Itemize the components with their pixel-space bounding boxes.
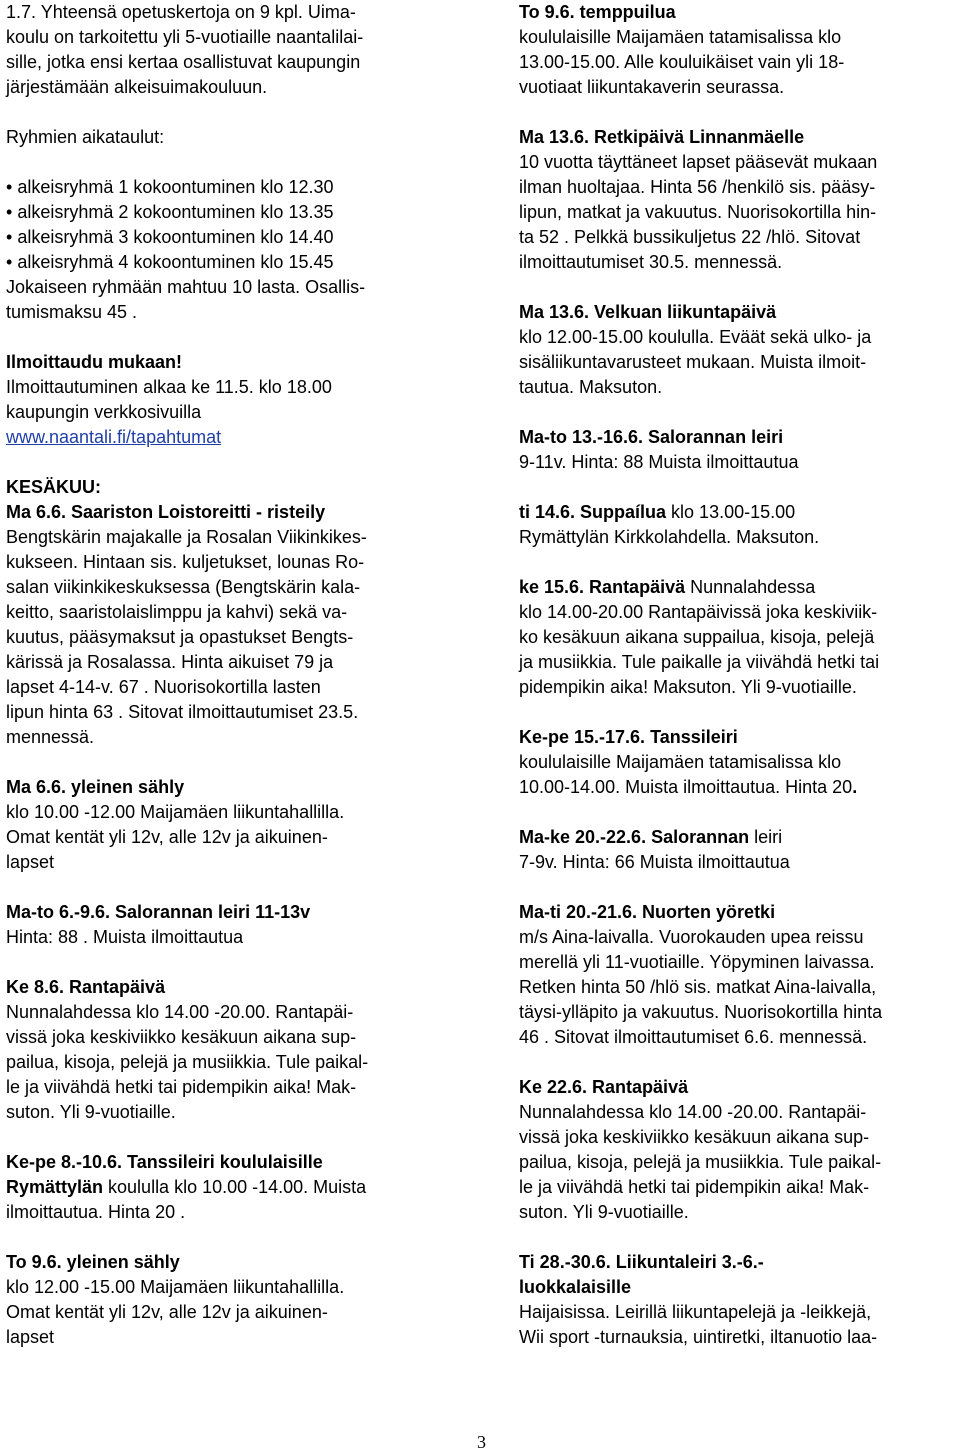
text-line: le ja viivähdä hetki tai pidempikin aika! Mak-	[6, 1077, 357, 1097]
event-title: Ma 6.6. yleinen sähly	[6, 777, 185, 797]
text-line: klo 13.00-15.00	[666, 502, 796, 522]
event-title: ke 15.6. Rantapäivä	[519, 577, 686, 597]
text-line: lipun hinta 63 . Sitovat ilmoittautumiset 23.5.	[6, 702, 359, 722]
text-line: vissä joka keskiviikko kesäkuun aikana sup-	[519, 1127, 870, 1147]
text-line: suton. Yli 9-vuotiaille.	[6, 1102, 176, 1122]
event-title: Ke-pe 8.-10.6. Tanssileiri koululaisille	[6, 1152, 323, 1172]
capacity-paragraph	[6, 275, 466, 325]
event-title: Ma-ke 20.-22.6. Salorannan	[519, 827, 750, 847]
event-title: To 9.6. temppuilua	[519, 2, 676, 22]
event-tanssileiri-rymattyla	[6, 1150, 466, 1225]
text-line: klo 12.00-15.00 koululla. Eväät sekä ulko- ja	[519, 327, 872, 347]
text-line: kukseen. Hintaan sis. kuljetukset, lounas Ro-	[6, 552, 365, 572]
text-line: koululaisille Maijamäen tatamisalissa klo	[519, 27, 842, 47]
text-line: lapset 4-14-v. 67 . Nuorisokortilla lasten	[6, 677, 321, 697]
text-line: Nunnalahdessa	[685, 577, 816, 597]
text-line: Nunnalahdessa klo 14.00 -20.00. Rantapäi-	[519, 1102, 867, 1122]
text-line: koululla klo 10.00 -14.00. Muista	[103, 1177, 367, 1197]
event-title: Ma-to 6.-9.6. Salorannan leiri 11-13v	[6, 902, 311, 922]
text-line: Bengtskärin majakalle ja Rosalan Viikinkikes-	[6, 527, 367, 547]
text-line: lapset	[6, 852, 55, 872]
text-line: Rymättylän Kirkkolahdella. Maksuton.	[519, 527, 820, 547]
text-line: järjestämään alkeisuimakouluun.	[6, 77, 268, 97]
text-line: Omat kentät yli 12v, alle 12v ja aikuinen-	[6, 827, 328, 847]
text-line: Ilmoittautuminen alkaa ke 11.5. klo 18.00	[6, 377, 332, 397]
text-line: kaupungin verkkosivuilla	[6, 402, 202, 422]
event-rantapaiva-22-6	[519, 1075, 959, 1225]
event-tanssileiri-maijamaki	[519, 725, 959, 800]
events-link[interactable]: www.naantali.fi/tapahtumat	[6, 427, 222, 447]
text-line: lapset	[6, 1327, 55, 1347]
schedule-heading-block	[6, 125, 466, 150]
text-line: ja musiikkia. Tule paikalle ja viivähdä hetki tai	[519, 652, 880, 672]
text-line: ilmoittautumiset 30.5. mennessä.	[519, 252, 783, 272]
page-number: 3	[477, 1432, 486, 1452]
text-line: le ja viivähdä hetki tai pidempikin aika! Mak-	[519, 1177, 870, 1197]
intro-paragraph	[6, 0, 466, 100]
event-nuorten-yoretki	[519, 900, 959, 1050]
event-sahly-to	[6, 1250, 466, 1350]
event-title: Saariston Loistoreitti - risteily	[66, 502, 326, 522]
event-liikuntaleiri	[519, 1250, 959, 1350]
month-heading: KESÄKUU:	[6, 477, 102, 497]
event-title: Ti 28.-30.6. Liikuntaleiri 3.-6.-	[519, 1252, 764, 1272]
group-item: • alkeisryhmä 2 kokoontuminen klo 13.35	[6, 200, 466, 225]
text-line: ilmoittautua. Hinta 20 .	[6, 1202, 186, 1222]
event-title: luokkalaisille	[519, 1277, 632, 1297]
text-line: 46 . Sitovat ilmoittautumiset 6.6. mennessä.	[519, 1027, 868, 1047]
event-sahly-ma	[6, 775, 466, 875]
text-line: suton. Yli 9-vuotiaille.	[519, 1202, 689, 1222]
left-column	[6, 0, 466, 1375]
event-salorannan-leiri-11-13	[6, 900, 466, 950]
text-line: klo 14.00-20.00 Rantapäivissä joka keskiviik-	[519, 602, 878, 622]
text-line: pailua, kisoja, pelejä ja musiikkia. Tule paikal-	[519, 1152, 882, 1172]
schedule-heading: Ryhmien aikataulut:	[6, 127, 165, 147]
text-line: m/s Aina-laivalla. Vuorokauden upea reissu	[519, 927, 864, 947]
event-rantapaiva-8-6	[6, 975, 466, 1125]
event-title: Rymättylän	[6, 1177, 104, 1197]
event-velkua	[519, 300, 959, 400]
text-line: keitto, saaristolaislimppu ja kahvi) sekä va-	[6, 602, 348, 622]
register-heading: Ilmoittaudu mukaan!	[6, 352, 183, 372]
event-linnanmaki	[519, 125, 959, 275]
text-line: 10.00-14.00. Muista ilmoittautua. Hinta 20	[519, 777, 853, 797]
text-line: tumismaksu 45 .	[6, 302, 138, 322]
text-line: salan viikinkikeskuksessa (Bengtskärin kala-	[6, 577, 361, 597]
text-line: sille, jotka ensi kertaa osallistuvat kaupungin	[6, 52, 361, 72]
event-title: ti 14.6. Suppaílua	[519, 502, 667, 522]
event-salorannan-leiri-9-11	[519, 425, 959, 475]
text-line: kärissä ja Rosalassa. Hinta aikuiset 79 ja	[6, 652, 334, 672]
text-line: Jokaiseen ryhmään mahtuu 10 lasta. Osallis-	[6, 277, 366, 297]
event-title: Ke 22.6. Rantapäivä	[519, 1077, 689, 1097]
event-title: Ke 8.6. Rantapäivä	[6, 977, 166, 997]
text-line: Retken hinta 50 /hlö sis. matkat Aina-laivalla,	[519, 977, 877, 997]
event-date: Ma 6.6.	[6, 502, 67, 522]
text-line: 10 vuotta täyttäneet lapset pääsevät mukaan	[519, 152, 878, 172]
text-line: 7-9v. Hinta: 66 Muista ilmoittautua	[519, 852, 790, 872]
group-list	[6, 175, 466, 275]
text-line: merellä yli 11-vuotiaille. Yöpyminen laivassa.	[519, 952, 875, 972]
text-line: klo 12.00 -15.00 Maijamäen liikuntahallilla.	[6, 1277, 345, 1297]
text-line: leiri	[749, 827, 783, 847]
group-item: • alkeisryhmä 4 kokoontuminen klo 15.45	[6, 250, 466, 275]
event-title: Ma-ti 20.-21.6. Nuorten yöretki	[519, 902, 776, 922]
right-column	[519, 0, 959, 1350]
text-line: mennessä.	[6, 727, 95, 747]
text-line: klo 10.00 -12.00 Maijamäen liikuntahallilla.	[6, 802, 345, 822]
text-line: 9-11v. Hinta: 88 Muista ilmoittautua	[519, 452, 799, 472]
text-line: ilman huoltajaa. Hinta 56 /henkilö sis. pääsy-	[519, 177, 876, 197]
event-suppailua	[519, 500, 959, 550]
text-line: lipun, matkat ja vakuutus. Nuorisokortilla hin-	[519, 202, 877, 222]
event-salorannan-leiri-7-9	[519, 825, 959, 875]
text-line: 1.7. Yhteensä opetuskertoja on 9 kpl. Uima-	[6, 2, 356, 22]
text-line: Hinta: 88 . Muista ilmoittautua	[6, 927, 244, 947]
registration-block	[6, 350, 466, 450]
text-line: vissä joka keskiviikko kesäkuun aikana sup-	[6, 1027, 357, 1047]
text-line: Nunnalahdessa klo 14.00 -20.00. Rantapäi-	[6, 1002, 354, 1022]
event-title: Ma-to 13.-16.6. Salorannan leiri	[519, 427, 784, 447]
text-line: tautua. Maksuton.	[519, 377, 663, 397]
text-line: ta 52 . Pelkkä bussikuljetus 22 /hlö. Sitovat	[519, 227, 861, 247]
event-temppuilua	[519, 0, 959, 100]
text-line: vuotiaat liikuntakaverin seurassa.	[519, 77, 785, 97]
event-title: Ma 13.6. Velkuan liikuntapäivä	[519, 302, 777, 322]
event-title: To 9.6. yleinen sähly	[6, 1252, 180, 1272]
text-line: 13.00-15.00. Alle kouluikäiset vain yli 18-	[519, 52, 845, 72]
event-saariston-loistoreitti	[6, 475, 466, 750]
text-line: Haijaisissa. Leirillä liikuntapelejä ja -leikkejä,	[519, 1302, 872, 1322]
text-line: täysi-ylläpito ja vakuutus. Nuorisokortilla hinta	[519, 1002, 883, 1022]
group-item: • alkeisryhmä 1 kokoontuminen klo 12.30	[6, 175, 466, 200]
text-line: ko kesäkuun aikana suppailua, kisoja, pelejä	[519, 627, 875, 647]
event-title: Ma 13.6. Retkipäivä Linnanmäelle	[519, 127, 805, 147]
text-line: sisäliikuntavarusteet mukaan. Muista ilmoit-	[519, 352, 867, 372]
text-line: .	[852, 777, 858, 797]
text-line: Wii sport -turnauksia, uintiretki, iltanuotio laa-	[519, 1327, 878, 1347]
group-item: • alkeisryhmä 3 kokoontuminen klo 14.40	[6, 225, 466, 250]
text-line: kuutus, pääsymaksut ja opastukset Bengts-	[6, 627, 354, 647]
text-line: pailua, kisoja, pelejä ja musiikkia. Tule paikal-	[6, 1052, 369, 1072]
event-rantapaiva-15-6	[519, 575, 959, 700]
text-line: pidempikin aika! Maksuton. Yli 9-vuotiaille.	[519, 677, 857, 697]
text-line: Omat kentät yli 12v, alle 12v ja aikuinen-	[6, 1302, 328, 1322]
event-title: Ke-pe 15.-17.6. Tanssileiri	[519, 727, 738, 747]
text-line: koululaisille Maijamäen tatamisalissa klo	[519, 752, 842, 772]
text-line: koulu on tarkoitettu yli 5-vuotiaille naantalilai-	[6, 27, 364, 47]
